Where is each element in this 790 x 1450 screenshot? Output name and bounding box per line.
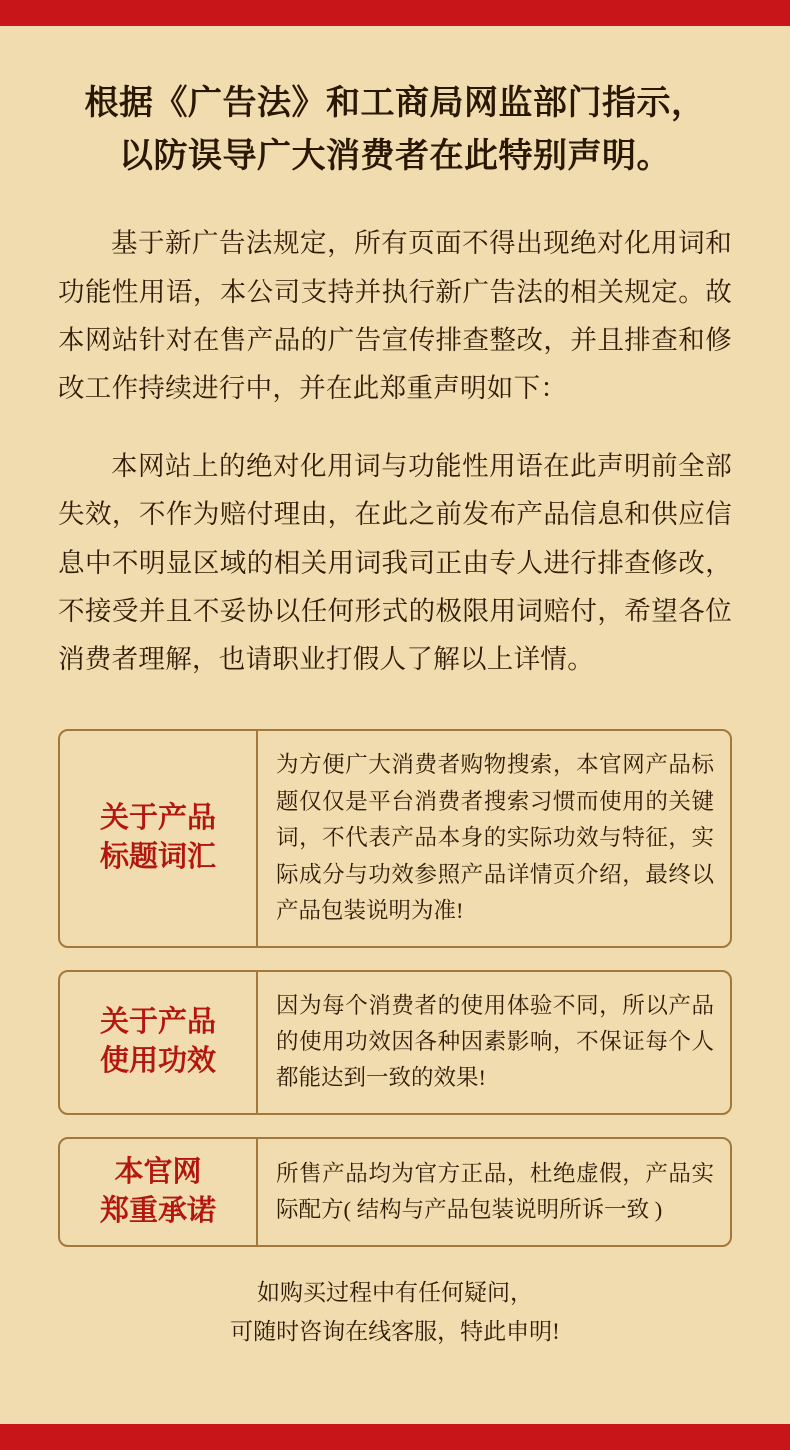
card-title (60, 731, 258, 945)
top-red-band (0, 0, 790, 26)
card-title-line-2: 郑重承诺 (99, 1194, 216, 1227)
card-body: 为方便广大消费者购物搜索，本官网产品标题仅仅是平台消费者搜索习惯而使用的关键词，不代表产品本身的实际功效与特征，实际成分与功效参照产品详情页介绍，最终以产品包装说明为准! (276, 752, 714, 924)
card-title-line-1: 关于产品 (99, 1006, 216, 1039)
card-title-line-1: 本官网 (114, 1155, 202, 1188)
card-body: 所售产品均为官方正品，杜绝虚假，产品实际配方( 结构与产品包装说明所诉一致 ) (276, 1160, 714, 1222)
page-title-line-1: 根据《广告法》和工商局网监部门指示， (84, 85, 706, 122)
card-body: 因为每个消费者的使用体验不同，所以产品的使用功效因各种因素影响，不保证每个人都能达到一致的效果! (276, 992, 714, 1091)
card-title-line-2: 标题词汇 (99, 841, 216, 874)
card-title (60, 1139, 258, 1245)
page-title-line-2: 以防误导广大消费者在此特别声明。 (119, 137, 671, 175)
page-title (58, 26, 732, 183)
statement-paragraph-1: 基于新广告法规定，所有页面不得出现绝对化用词和功能性用语，本公司支持并执行新广告法的相关规定。故本网站针对在售产品的广告宣传排查整改，并且排查和修改工作持续进行中，并在此郑重声明如下： (58, 228, 732, 404)
statement-card (58, 729, 732, 947)
statement-paragraph-2: 本网站上的绝对化用词与功能性用语在此声明前全部失效，不作为赔付理由，在此之前发布产品信息和供应信息中不明显区域的相关用词我司正由专人进行排查修改，不接受并且不妥协以任何形式的极限用词赔付，希望各位消费者理解，也请职业打假人了解以上详情。 (58, 451, 732, 675)
footer-note (58, 1273, 732, 1351)
statement-card (58, 970, 732, 1115)
statement-card (58, 1137, 732, 1247)
card-title-line-1: 关于产品 (99, 802, 216, 835)
footer-line-2: 可随时咨询在线客服，特此申明! (230, 1319, 560, 1345)
footer-line-1: 如购买过程中有任何疑问， (257, 1280, 533, 1306)
card-title (60, 972, 258, 1113)
statement-card-list (58, 729, 732, 1247)
card-title-line-2: 使用功效 (99, 1045, 216, 1078)
statement-panel (0, 26, 790, 1424)
bottom-red-band (0, 1424, 790, 1450)
